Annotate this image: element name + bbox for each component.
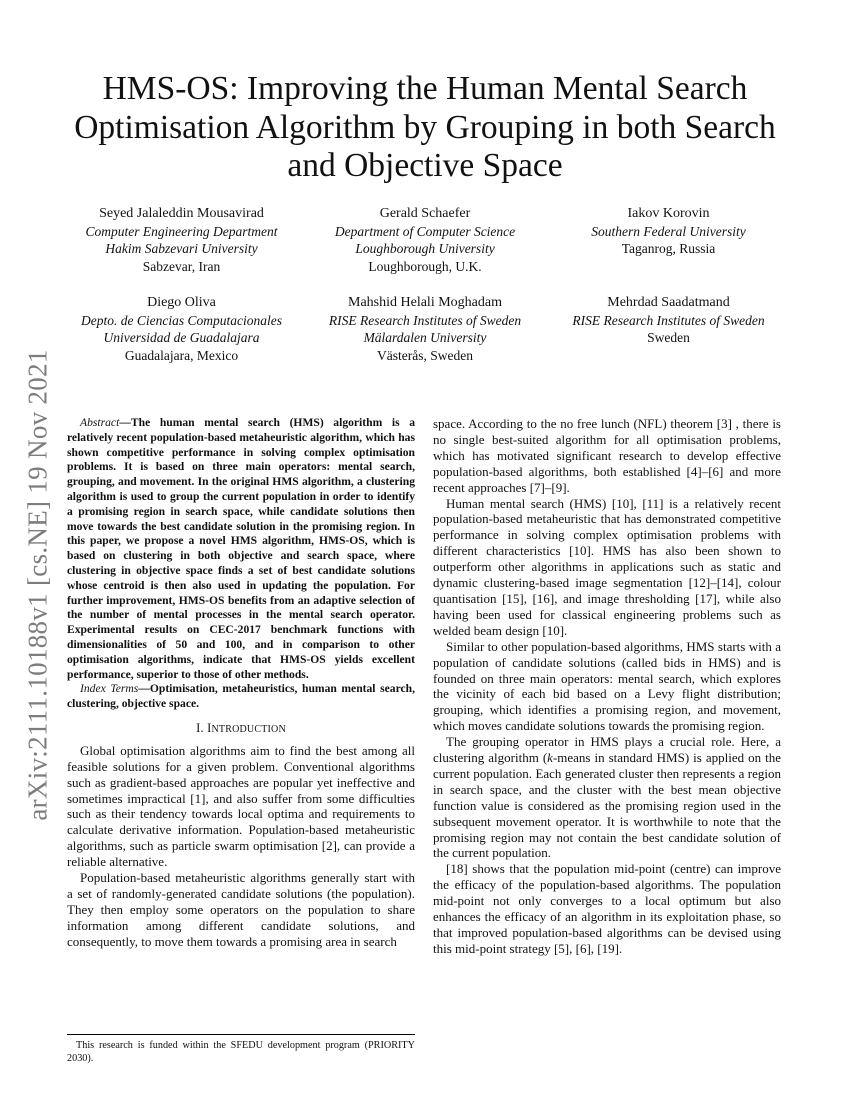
- author-entry: [547, 205, 790, 275]
- right-column: [433, 416, 781, 957]
- title-line: Optimisation Algorithm by Grouping in both Search: [74, 108, 776, 146]
- title-line: HMS-OS: Improving the Human Mental Search: [102, 70, 748, 107]
- section-title: NTRODUCTION: [211, 723, 286, 735]
- author-entry: [304, 294, 547, 364]
- author-location: Västerås, Sweden: [377, 347, 473, 363]
- body-paragraph: [433, 734, 781, 861]
- footnote-text: This research is funded within the SFEDU development program (PRIORITY 2030).: [67, 1040, 415, 1064]
- author-location: Sweden: [647, 330, 690, 345]
- author-uni: Universidad de Guadalajara: [103, 330, 260, 345]
- author-name: Iakov Korovin: [627, 206, 710, 221]
- author-name: Diego Oliva: [147, 295, 216, 310]
- author-entry: [60, 294, 303, 364]
- body-paragraph: Similar to other population-based algorithms, HMS starts with a population of candidate solutions (called bids in HMS) and is founded on three main operators: mental search, which explores the vicinity of each bid based on a Levy flight distribution; grouping, which identifies a promising region, and movement, which moves candidate solutions towards the promising region.: [433, 638, 781, 734]
- footnote: [67, 1034, 415, 1065]
- author-block: [60, 205, 790, 383]
- author-uni: Mälardalen University: [363, 330, 487, 345]
- author-dept: Department of Computer Science: [334, 223, 516, 239]
- section-numeral: I. I: [196, 720, 212, 735]
- section-heading: [67, 721, 415, 738]
- arxiv-id: arXiv:2111.10188v1 [cs.NE] 19 Nov 2021: [22, 349, 53, 821]
- math-variable: k: [547, 750, 553, 766]
- author-dept: RISE Research Institutes of Sweden: [328, 312, 522, 328]
- author-entry: [547, 294, 790, 364]
- author-name: Seyed Jalaleddin Mousavirad: [99, 206, 264, 221]
- author-location: Guadalajara, Mexico: [124, 347, 239, 363]
- author-entry: [60, 205, 303, 275]
- author-dept: Depto. de Ciencias Computacionales: [81, 312, 282, 328]
- body-paragraph: space. According to the no free lunch (NFL) theorem [3] , there is no single best-suited algorithm for all optimisation problems, which has motivated significant research to develop effective population-based algorithms, both established [4]–[6] and more recent approaches [7]–[9].: [433, 416, 781, 495]
- author-row: [60, 294, 790, 364]
- author-name: Mehrdad Saadatmand: [607, 295, 730, 310]
- body-paragraph: Human mental search (HMS) [10], [11] is a relatively recent population-based metaheuristic that has demonstrated competitive performance in solving complex optimisation problems with different characteristics [10]. HMS has also been shown to outperform other algorithms in applications such as static and dynamic clustering-based image segmentation [12]–[14], colour quantisation [15], [16], and image thresholding [17], while also having been used for classical engineering problems such as welded beam design [10].: [433, 495, 781, 638]
- author-uni: Hakim Sabzevari University: [105, 241, 258, 256]
- author-name: Gerald Schaefer: [379, 206, 471, 221]
- paragraph-part: -means in standard HMS) is applied on the current population. Each generated cluster then represents a region in search space, and the cluster with the best mean objective function value is considered as the promising region used in the subsequent movement operator. It is worthwhile to note that the promising region may not contain the best candidate solution of the current population.: [433, 750, 782, 861]
- author-location: Taganrog, Russia: [621, 241, 716, 256]
- body-paragraph: Global optimisation algorithms aim to find the best among all feasible solutions for a given problem. Conventional algorithms such as gradient-based approaches are popular yet ineffective and sometimes impractical [1], and also suffer from some difficulties such as their tendency towards local optima and requirements to calculate derivative information. Population-based metaheuristic algorithms, such as particle swarm optimisation [2], can provide a reliable alternative.: [67, 742, 415, 870]
- abstract: [67, 416, 415, 682]
- author-name: Mahshid Helali Moghadam: [348, 295, 502, 310]
- index-terms-label: Index Terms: [80, 682, 139, 696]
- paragraph-part: The grouping operator in HMS plays a crucial role. Here, a clustering algorithm (: [433, 734, 781, 766]
- title-line: and Objective Space: [287, 147, 563, 184]
- author-dept: Computer Engineering Department: [85, 223, 278, 239]
- index-terms-text: —Optimisation, metaheuristics, human mental search, clustering, objective space.: [67, 682, 415, 711]
- body-paragraph: Population-based metaheuristic algorithms generally start with a set of randomly-generated candidate solutions (the population). They then employ some operators on the population to share information among different candidate solutions, and consequently, to move them towards a promising area in search: [67, 870, 415, 949]
- paper-title: [60, 70, 790, 186]
- author-dept: RISE Research Institutes of Sweden: [572, 312, 765, 328]
- author-uni: Loughborough University: [355, 241, 495, 256]
- index-terms: [67, 682, 415, 712]
- abstract-text: —The human mental search (HMS) algorithm is a relatively recent population-based metaheuristic algorithm, which has shown competitive performance in solving complex optimisation problems. It is based on three main operators: mental search, grouping, and movement. In the original HMS algorithm, a clustering algorithm is used to group the current population in order to identify a promising region in search space, while candidate solutions then move towards the best candidate solution in the promising region. In this paper, we propose a novel HMS algorithm, HMS-OS, which is based on clustering in both objective and search space, where clustering in objective space finds a set of best candidate solutions whose centroid is then also used in updating the population. For further improvement, HMS-OS benefits from an adaptive selection of the number of mental processes in the mental search operator. Experimental results on CEC-2017 benchmark functions with dimensionalities of 50 and 100, and in comparison to other optimisation algorithms, indicate that HMS-OS yields excellent performance, superior to those of other methods.: [67, 416, 415, 681]
- left-column: [67, 416, 415, 950]
- body-paragraph: [18] shows that the population mid-point (centre) can improve the efficacy of the population-based algorithms. The population mid-point not only converges to a local optimum but also enhances the efficacy of an algorithm in its exploitation phase, so that improved population-based algorithms can be devised using this mid-point strategy [5], [6], [19].: [433, 861, 781, 956]
- abstract-label: Abstract: [80, 416, 120, 429]
- author-row: [60, 205, 790, 275]
- author-location: Loughborough, U.K.: [368, 258, 482, 274]
- author-entry: [304, 205, 547, 275]
- author-dept: Southern Federal University: [591, 223, 746, 239]
- author-location: Sabzevar, Iran: [142, 258, 221, 274]
